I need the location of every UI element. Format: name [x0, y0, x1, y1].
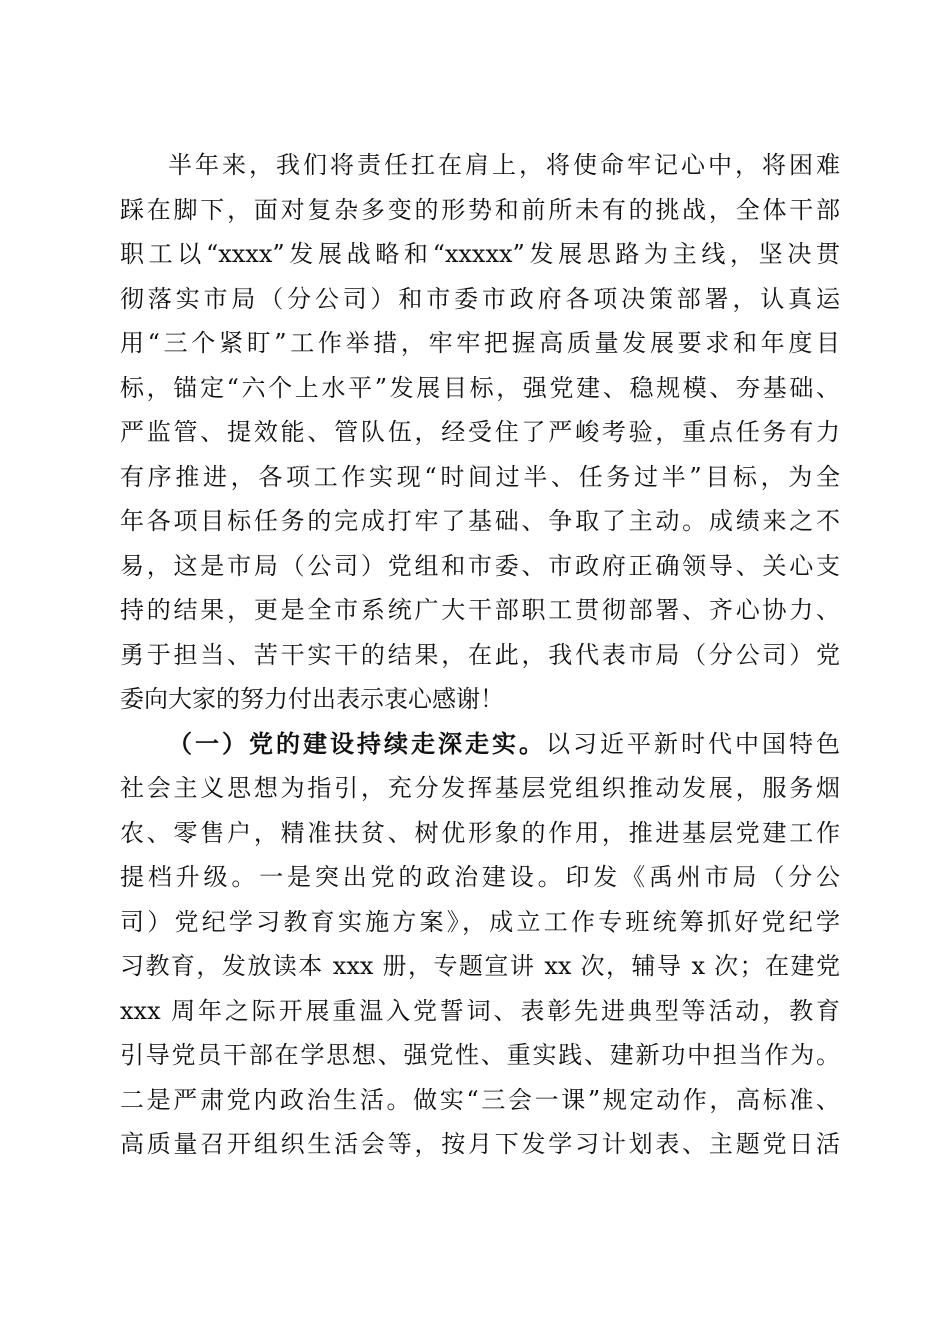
paragraph-line: 二是严肃党内政治生活。做实“三会一课”规定动作，高标准、 [120, 1085, 840, 1114]
section-heading-continuation: 以习近平新时代中国特色 [546, 729, 840, 758]
paragraph-line: 委向大家的努力付出表示衷心感谢！ [120, 685, 504, 713]
paragraph-line: 持的结果，更是全市系统广大干部职工贯彻部署、齐心协力、 [120, 596, 840, 624]
paragraph-party-building [120, 722, 840, 1167]
paragraph-line: 高质量召开组织生活会等，按月下发学习计划表、主题党日活 [120, 1130, 840, 1158]
document-body [120, 143, 840, 1167]
paragraph-line: xxx 周年之际开展重温入党誓词、表彰先进典型等活动，教育 [120, 996, 840, 1025]
paragraph-line: 用“三个紧盯”工作举措，牢牢把握高质量发展要求和年度目 [120, 329, 840, 357]
paragraph-line: 司）党纪学习教育实施方案》，成立工作专班统筹抓好党纪学 [120, 907, 840, 936]
paragraph-line: 踩在脚下，面对复杂多变的形势和前所未有的挑战，全体干部 [120, 195, 840, 224]
paragraph-line: 农、零售户，精准扶贫、树优形象的作用，推进基层党建工作 [120, 818, 840, 847]
paragraph-line: 勇于担当、苦干实干的结果，在此，我代表市局（分公司）党 [120, 640, 840, 669]
paragraph-intro [120, 143, 840, 722]
paragraph-line: 习教育，发放读本 xxx 册，专题宣讲 xx 次，辅导 x 次；在建党 [120, 952, 840, 980]
paragraph-line: 半年来，我们将责任扛在肩上，将使命牢记心中，将困难 [168, 151, 840, 179]
paragraph-line: 标，锚定“六个上水平”发展目标，强党建、稳规模、夯基础、 [120, 373, 840, 402]
paragraph-line: 严监管、提效能、管队伍，经受住了严峻考验，重点任务有力 [120, 418, 840, 446]
paragraph-line: 彻落实市局（分公司）和市委市政府各项决策部署，认真运 [120, 284, 840, 313]
paragraph-line [120, 722, 840, 767]
paragraph-line: 有序推进，各项工作实现“时间过半、任务过半”目标，为全 [120, 462, 840, 491]
paragraph-line: 职工以“xxxx”发展战略和“xxxxx”发展思路为主线，坚决贯 [120, 240, 840, 268]
paragraph-line: 年各项目标任务的完成打牢了基础、争取了主动。成绩来之不 [120, 507, 840, 535]
paragraph-line: 易，这是市局（公司）党组和市委、市政府正确领导、关心支 [120, 551, 840, 580]
paragraph-line: 社会主义思想为指引，充分发挥基层党组织推动发展，服务烟 [120, 774, 840, 802]
paragraph-line: 提档升级。一是突出党的政治建设。印发《禹州市局（分公 [120, 863, 840, 891]
paragraph-line: 引导党员干部在学思想、强党性、重实践、建新功中担当作为。 [120, 1041, 840, 1069]
section-heading: （一）党的建设持续走深走实。 [168, 728, 546, 758]
